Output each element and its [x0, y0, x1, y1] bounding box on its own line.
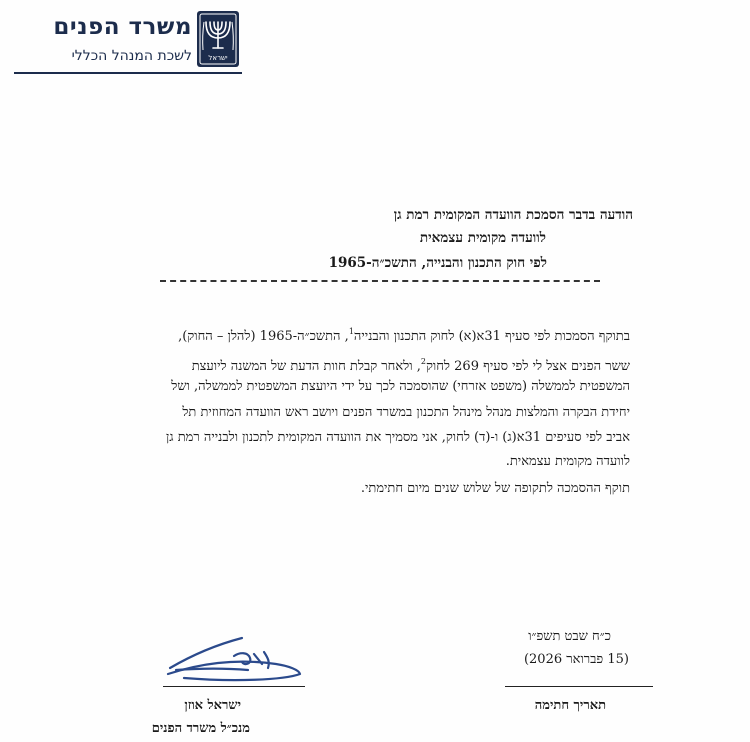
dashed-separator [160, 280, 600, 282]
title-line-3: לפי חוק התכנון והבנייה, התשכ״ה-1965 [328, 255, 547, 271]
handwritten-signature [164, 634, 306, 686]
paragraph-2-line-5: לוועדה מקומית עצמאית. [505, 454, 630, 469]
paragraph-2-line-3: יחידת הבקרה והמלצות מנהל מינהל התכנון במשרד הפנים ויושב ראש הוועדה המחוזית תל [182, 405, 630, 420]
header-divider [14, 72, 242, 74]
paragraph-1-part-b: , התשכ״ה-1965 (להלן – החוק), [178, 329, 349, 344]
gregorian-date: (15 פברואר 2026) [523, 652, 629, 667]
office-name: לשכת המנהל הכללי [71, 48, 192, 64]
paragraph-1-part-a: בתוקף הסמכות לפי סעיף 31א(א) לחוק התכנון והבנייה [353, 329, 630, 344]
paragraph-1 [178, 324, 630, 345]
letterhead [14, 10, 242, 74]
footnote-2-marker: 2 [420, 357, 426, 366]
paragraph-2-line-1 [192, 354, 630, 375]
paragraph-2-line-4: אביב לפי סעיפים 31א(ג) ו-(ד) לחוק, אני מסמיך את הוועדה המקומית לתכנון ולבנייה רמת גן [165, 430, 630, 445]
title-line-1: הודעה בדבר הסמכת הוועדה המקומית רמת גן [393, 207, 633, 223]
signer-title: מנכ״ל משרד הפנים [151, 721, 250, 736]
menorah-emblem-icon [196, 10, 240, 68]
signer-signature-line [163, 686, 305, 687]
ministry-name: משרד הפנים [53, 14, 192, 40]
title-line-2: לוועדה מקומית עצמאית [419, 230, 546, 246]
paragraph-2-line-2: המשפטית לממשלה (משפט אזרחי) שהוסמכה לכך על ידי היועצת המשפטית לממשלה, ושל [171, 379, 630, 394]
paragraph-2-line-1-a: ששר הפנים אצל לי לפי סעיף 269 לחוק [425, 359, 630, 374]
signer-name: ישראל אוזן [184, 698, 241, 713]
date-signature-line [505, 686, 653, 687]
emblem-label: ישראל [208, 54, 228, 62]
paragraph-3: תוקף ההסמכה לתקופה של שלוש שנים מיום חתימתי. [360, 481, 630, 496]
footnote-1-marker: 1 [348, 327, 354, 336]
paragraph-2-line-1-b: , ולאחר קבלת חוות הדעת של המשנה ליועצת [191, 359, 421, 374]
hebrew-date: כ״ח שבט תשפ״ו [528, 629, 611, 644]
date-label: תאריך חתימה [534, 698, 606, 713]
